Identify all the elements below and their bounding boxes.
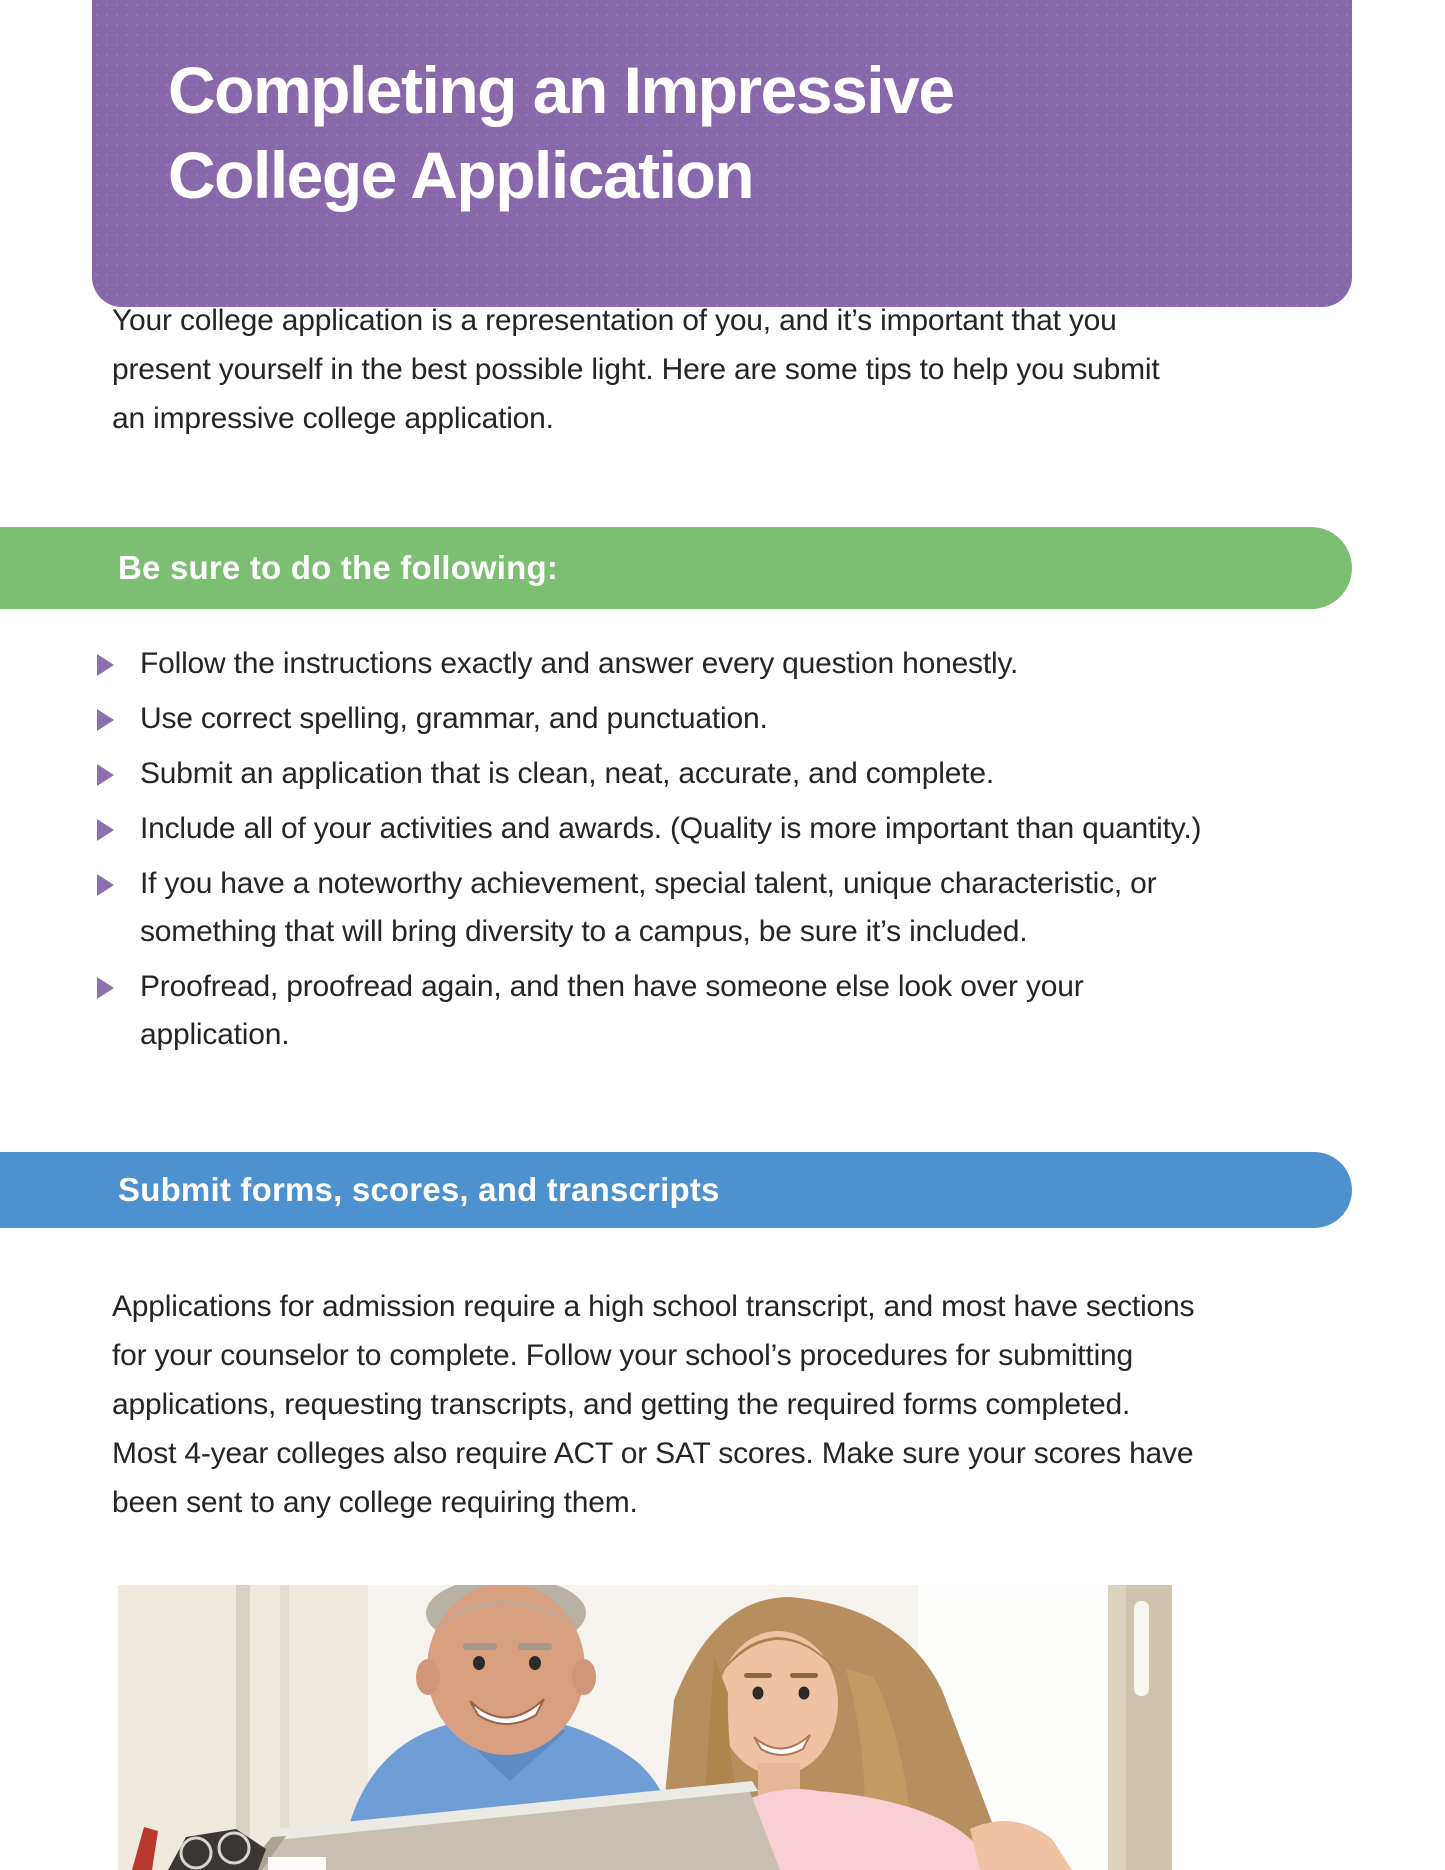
submit-line: been sent to any college requiring them. <box>112 1486 638 1519</box>
submit-line: Most 4-year colleges also require ACT or SAT scores. Make sure your scores have <box>112 1437 1194 1470</box>
section-heading-checklist-label: Be sure to do the following: <box>118 549 559 586</box>
section-heading-submit-label: Submit forms, scores, and transcripts <box>118 1171 720 1208</box>
door-frame <box>236 1585 250 1870</box>
list-item <box>97 750 1387 798</box>
page-title-line-1: Completing an Impressive <box>168 53 954 127</box>
list-item-line: application. <box>140 1018 290 1051</box>
section-heading-submit <box>0 1152 1352 1228</box>
photo-illustration <box>118 1585 1178 1870</box>
triangle-bullet-icon <box>97 654 140 676</box>
list-item-line: Proofread, proofread again, and then have someone else look over your <box>140 970 1084 1003</box>
list-item-line: Follow the instructions exactly and answer every question honestly. <box>140 647 1019 680</box>
submit-line: for your counselor to complete. Follow your school’s procedures for submitting <box>112 1339 1133 1372</box>
list-item <box>97 805 1387 853</box>
photo-family-laptop <box>118 1585 1178 1870</box>
triangle-bullet-icon <box>97 977 140 999</box>
triangle-bullet-icon <box>97 764 140 786</box>
checklist <box>97 640 1387 1066</box>
page-header <box>92 0 1352 307</box>
triangle-bullet-icon <box>97 709 140 731</box>
list-item <box>97 963 1387 1059</box>
list-item-line: Submit an application that is clean, neat, accurate, and complete. <box>140 757 994 790</box>
list-item-line: Include all of your activities and awards. (Quality is more important than quantity.) <box>140 812 1202 845</box>
list-item-line: If you have a noteworthy achievement, special talent, unique characteristic, or <box>140 867 1157 900</box>
section-heading-checklist <box>0 527 1352 609</box>
triangle-bullet-icon <box>97 819 140 841</box>
submit-paragraph <box>112 1282 1392 1527</box>
intro-line: an impressive college application. <box>112 402 554 435</box>
list-item-line: Use correct spelling, grammar, and punctuation. <box>140 702 768 735</box>
intro-paragraph <box>112 296 1392 443</box>
list-item-line: something that will bring diversity to a campus, be sure it’s included. <box>140 915 1028 948</box>
intro-line: Your college application is a representation of you, and it’s important that you <box>112 304 1117 337</box>
page-title-line-2: College Application <box>168 138 754 212</box>
submit-line: applications, requesting transcripts, and getting the required forms completed. <box>112 1388 1131 1421</box>
list-item <box>97 695 1387 743</box>
triangle-bullet-icon <box>97 874 140 896</box>
list-item <box>97 860 1387 956</box>
submit-line: Applications for admission require a high school transcript, and most have sections <box>112 1290 1195 1323</box>
list-item <box>97 640 1387 688</box>
intro-line: present yourself in the best possible light. Here are some tips to help you submit <box>112 353 1160 386</box>
